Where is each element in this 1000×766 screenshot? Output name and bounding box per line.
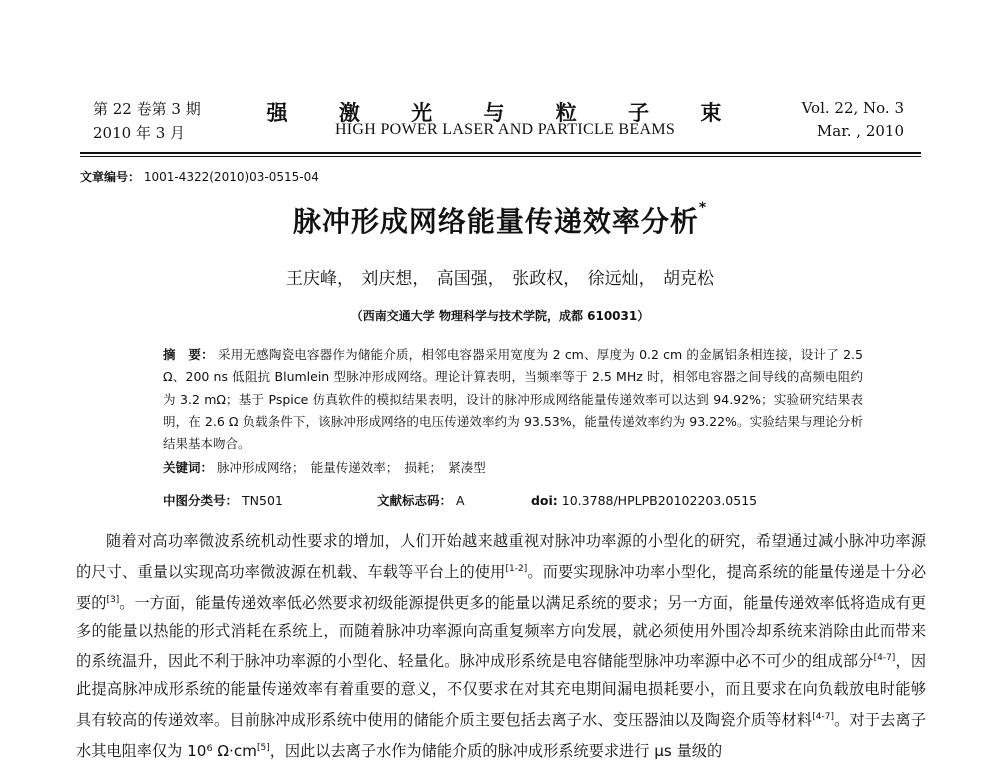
- body-paragraph: [76, 528, 926, 766]
- doc-code-label: 文献标志码：: [376, 493, 452, 508]
- article-number-value: 1001-4322(2010)03-0515-04: [143, 170, 319, 184]
- body-text-1: 随着对高功率微波系统机动性要求的增加，人们开始越来越重视对脉冲功率源的小型化的研究，希望通过减小脉冲功率源的尺寸、重量以实现高功率微波源在机载、车载等平台上的使用: [76, 532, 926, 581]
- citation-4-7-b: [4-7]: [812, 711, 834, 722]
- citation-5: [5]: [256, 742, 270, 753]
- volume-issue-en: Vol. 22, No. 3: [801, 99, 904, 117]
- doi-label: doi:: [530, 493, 558, 508]
- affiliation: （西南交通大学 物理科学与技术学院，成都 610031）: [350, 309, 650, 323]
- date-cn: 2010 年 3 月: [93, 124, 186, 142]
- authors: 王庆峰， 刘庆想， 高国强， 张政权， 徐远灿， 胡克松: [285, 269, 715, 289]
- clc-label: 中图分类号：: [163, 493, 239, 508]
- body-text-5: 。对于去离子水其电阻率仅为 10⁶ Ω·cm: [76, 711, 927, 760]
- header-rule-top: [80, 152, 921, 154]
- abstract: [163, 344, 863, 455]
- header-rule-bottom: [80, 156, 921, 157]
- doc-code-value: A: [455, 493, 465, 508]
- abstract-text: 采用无感陶瓷电容器作为储能介质，相邻电容器采用宽度为 2 cm、厚度为 0.2 cm 的金属铝条相连接，设计了 2.5 Ω、200 ns 低阻抗 Blumlein 型脉冲形成网络。理论计算表明，当频率等于 2.5 MHz 时，相邻电容器之间导线的高频电阻约为 3.2 mΩ；基于 Pspice 仿真软件的模拟结果表明，设计的脉冲形成网络能量传递效率可以达到 94.92%；实验研究结果表明，在 2.6 Ω 负载条件下，该脉冲形成网络的电压传递效率约为 93.53%，能量传递效率约为 93.22%。实验结果与理论分析结果基本吻合。: [163, 347, 863, 452]
- abstract-label: 摘 要：: [163, 347, 214, 362]
- keywords: [163, 458, 486, 476]
- citation-4-7-a: [4-7]: [873, 653, 896, 664]
- body-text-3: 。一方面，能量传递效率低必然要求初级能源提供更多的能量以满足系统的要求；另一方面，能量传递效率低将造成有更多的能量以热能的形式消耗在系统上，而随着脉冲功率源向高重复频率方向发展，就必须使用外围冷却系统来消除由此而带来的系统温升，因此不利于脉冲功率源的小型化、轻量化。脉冲成形系统是电容储能型脉冲功率源中必不可少的组成部分: [76, 593, 927, 671]
- keywords-label: 关键词：: [163, 460, 214, 475]
- journal-title-en: HIGH POWER LASER AND PARTICLE BEAMS: [334, 121, 676, 138]
- journal-title-cn: 强 激 光 与 粒 子 束: [266, 100, 744, 125]
- body-text-2: 。而要实现脉冲功率小型化，提高系统的能量传递是十分必要的: [76, 562, 927, 612]
- citation-3: [3]: [106, 594, 120, 605]
- title-footnote-mark: *: [698, 200, 708, 216]
- keywords-value: 脉冲形成网络； 能量传递效率； 损耗； 紧凑型: [217, 460, 486, 475]
- date-en: Mar. , 2010: [816, 122, 904, 140]
- paper-title-text: 脉冲形成网络能量传递效率分析: [292, 205, 699, 238]
- body-text-6: ，因此以去离子水作为储能介质的脉冲成形系统要求进行 μs 量级的: [269, 741, 723, 760]
- clc-value: TN501: [242, 493, 283, 508]
- body-text-4: ，因此提高脉冲成形系统的能量传递效率有着重要的意义，不仅要求在对其充电期间漏电损耗要小，而且要求在向负载放电时能够具有较高的传递效率。目前脉冲成形系统中使用的储能介质主要包括去离子水、变压器油以及陶瓷介质等材料: [76, 652, 927, 730]
- citation-1-2: [1-2]: [505, 563, 528, 574]
- classification-line: [163, 491, 883, 509]
- doi-value: 10.3788/HPLPB20102203.0515: [561, 493, 758, 508]
- article-number-label: 文章编号：: [80, 170, 141, 184]
- volume-issue-cn: 第 22 卷第 3 期: [93, 100, 201, 118]
- paper-title: [0, 200, 1000, 240]
- article-number: [80, 168, 319, 185]
